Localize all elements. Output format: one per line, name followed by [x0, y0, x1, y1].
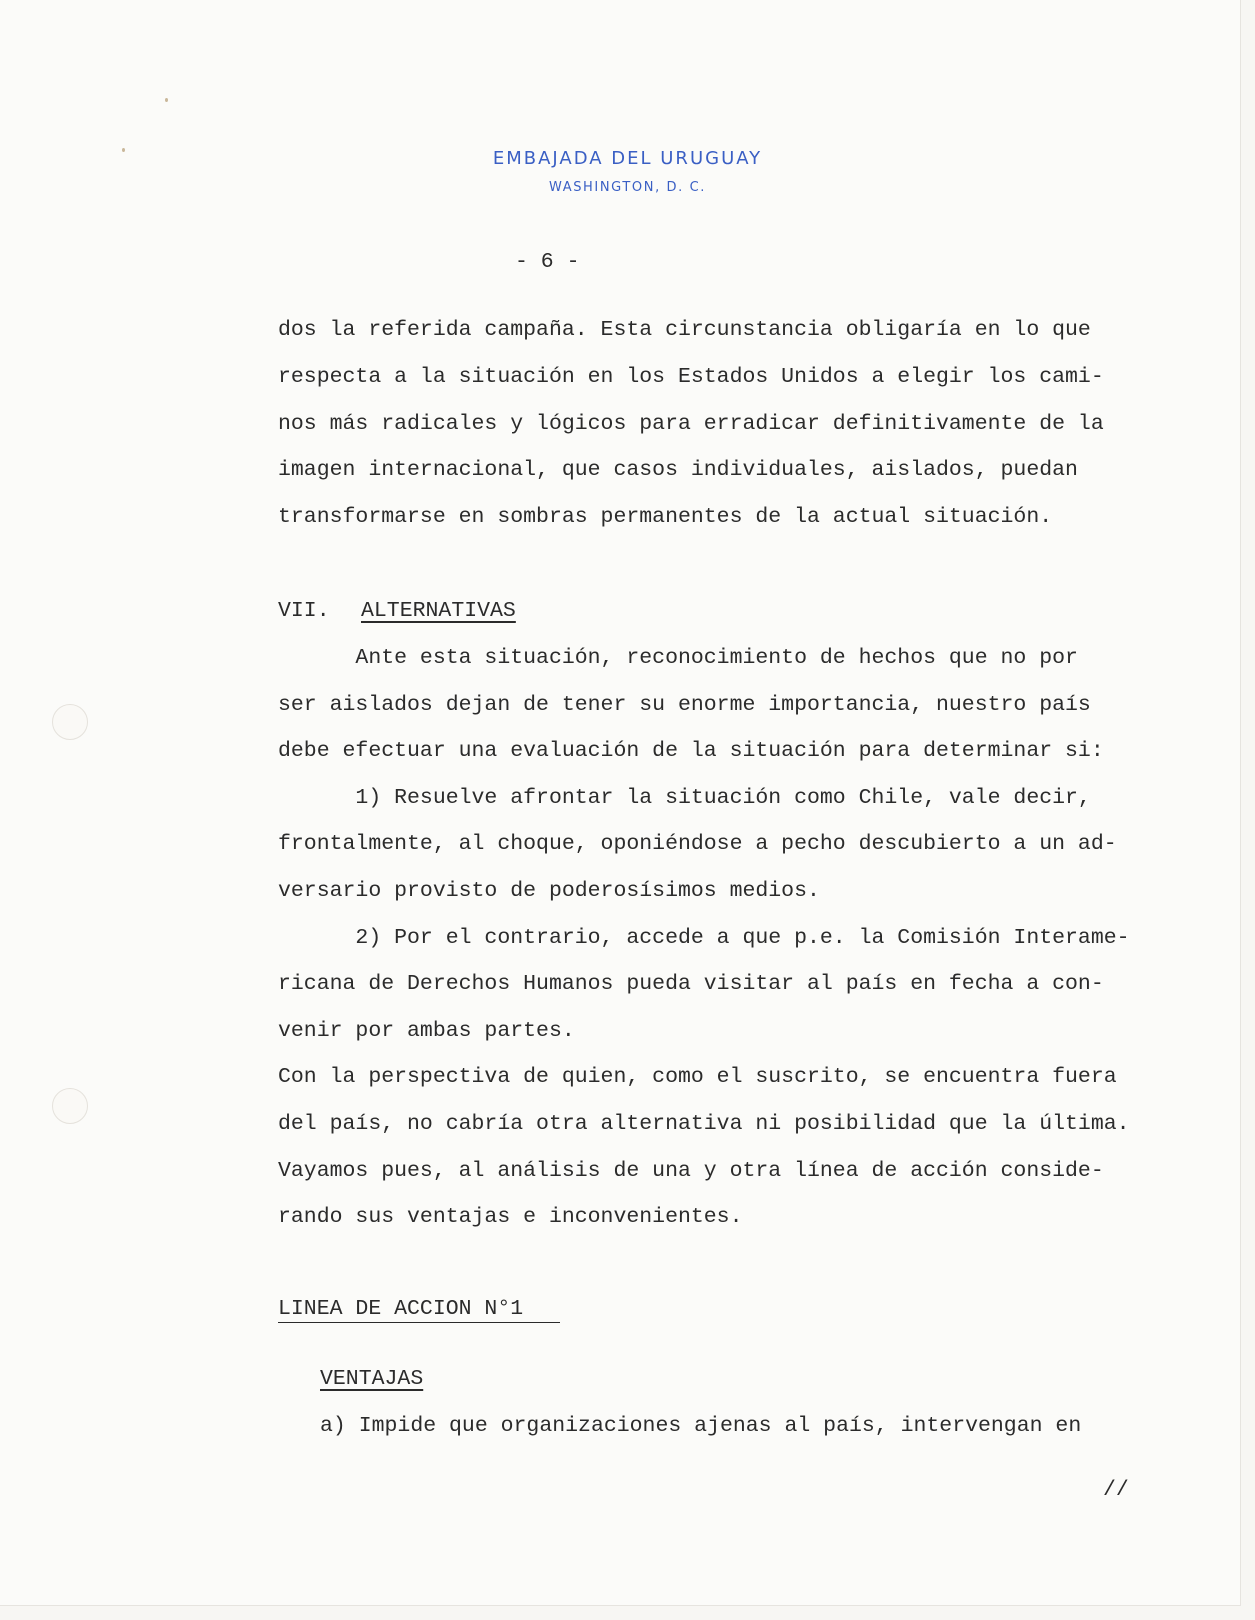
list-item-a: a) Impide que organizaciones ajenas al país, intervengan en — [320, 1414, 1082, 1438]
punch-hole — [52, 704, 88, 740]
text-line: imagen internacional, que casos individuales, aislados, puedan — [278, 458, 1078, 483]
text-line: ser aislados dejan de tener su enorme importancia, nuestro país — [278, 692, 1091, 717]
section-number: VII. — [278, 599, 330, 623]
text-line: respecta a la situación en los Estados Unidos a elegir los cami- — [278, 364, 1104, 389]
text-line: Ante esta situación, reconocimiento de hechos que no por — [278, 646, 1078, 670]
text-line: Vayamos pues, al análisis de una y otra línea de acción conside- — [278, 1158, 1104, 1183]
ventajas-subheading: VENTAJAS — [320, 1367, 424, 1391]
text-line: versario provisto de poderosísimos medios. — [278, 879, 820, 903]
linea-accion-heading: LINEA DE ACCION N°1 — [278, 1297, 524, 1321]
text-line: del país, no cabría otra alternativa ni posibilidad que la última. — [278, 1112, 1130, 1136]
text-line: nos más radicales y lógicos para erradicar definitivamente de la — [278, 411, 1104, 436]
paper-speck — [165, 98, 168, 102]
text-line: Con la perspectiva de quien, como el suscrito, se encuentra fuera — [278, 1065, 1117, 1090]
section-title: ALTERNATIVAS — [361, 599, 516, 623]
text-line: rando sus ventajas e inconvenientes. — [278, 1205, 743, 1230]
text-line: ricana de Derechos Humanos pueda visitar al país en fecha a con- — [278, 972, 1104, 997]
letterhead-city: WASHINGTON, D. C. — [548, 180, 707, 195]
text-line: debe efectuar una evaluación de la situación para determinar si: — [278, 739, 1104, 764]
text-line: dos la referida campaña. Esta circunstancia obligaría en lo que — [278, 318, 1091, 342]
text-line: 1) Resuelve afrontar la situación como Chile, vale decir, — [278, 785, 1091, 810]
text-line: transformarse en sombras permanentes de la actual situación. — [278, 505, 1053, 530]
page-number: - 6 - — [515, 250, 580, 274]
heading-underline — [278, 1322, 560, 1323]
letterhead-embassy: EMBAJADA DEL URUGUAY — [492, 148, 763, 169]
text-line: venir por ambas partes. — [278, 1018, 575, 1043]
text-line: frontalmente, al choque, oponiéndose a pecho descubierto a un ad- — [278, 832, 1117, 857]
continuation-mark: // — [1103, 1478, 1129, 1502]
text-line: 2) Por el contrario, accede a que p.e. la Comisión Interame- — [278, 925, 1130, 950]
punch-hole — [52, 1088, 88, 1124]
